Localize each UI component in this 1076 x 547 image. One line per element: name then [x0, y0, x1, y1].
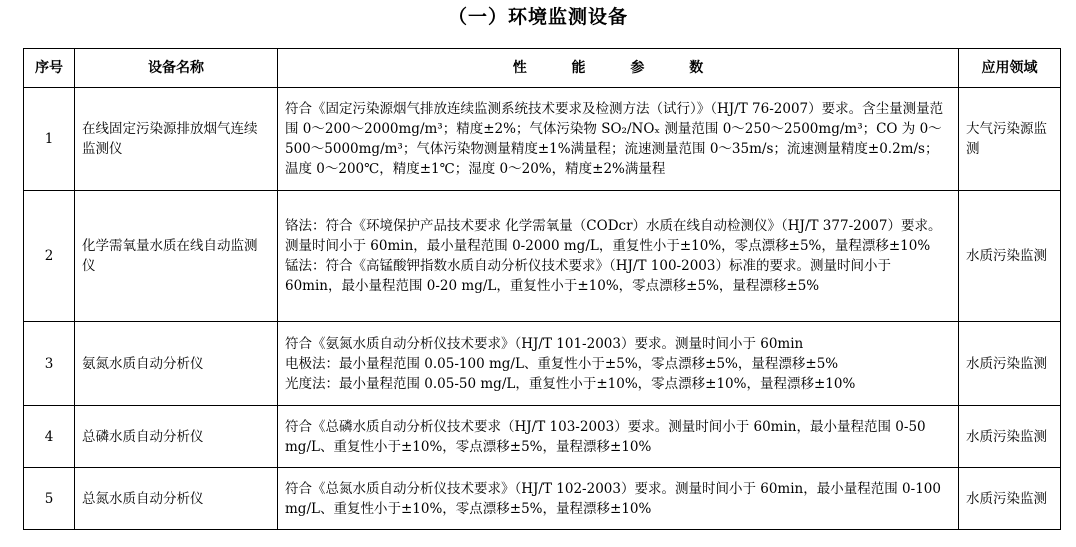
row-device-name: 氨氮水质自动分析仪 — [75, 322, 278, 406]
param-line: 电极法：最小量程范围 0.05-100 mg/L、重复性小于±5%，零点漂移±5%，量程漂移±5% — [285, 355, 839, 372]
row-device-name: 总磷水质自动分析仪 — [75, 406, 278, 468]
row-params — [278, 468, 959, 530]
table-row — [24, 88, 1061, 191]
row-no: 3 — [24, 322, 75, 406]
header-row — [24, 49, 1061, 88]
row-no: 4 — [24, 406, 75, 468]
table-row — [24, 322, 1061, 406]
param-line: 符合《氨氮水质自动分析仪技术要求》（HJ/T 101-2003）要求。测量时间小于 60min — [285, 335, 804, 352]
table-row — [24, 406, 1061, 468]
header-params — [278, 49, 959, 88]
row-params — [278, 406, 959, 468]
param-line: 符合《固定污染源烟气排放连续监测系统技术要求及检测方法（试行）》（HJ/T 76-2007）要求。含尘量测量范围 0～200～2000mg/m³；精度±2%；气体污染物 SO₂/NOₓ 测量范围 0～250～2500mg/m³；CO 为 0～500～5000mg/m³；气体污染物测量精度±1%满量程；流速测量范围 0～35m/s；流速测量精度±0.2m/s；温度 0～200℃，精度±1℃；湿度 0～20%，精度±2%满量程 — [285, 101, 944, 177]
param-line: 符合《总氮水质自动分析仪技术要求》（HJ/T 102-2003）要求。测量时间小于 60min，最小量程范围 0-100 mg/L、重复性小于±10%，零点漂移±5%，量程漂移±10% — [285, 480, 941, 517]
row-device-name: 在线固定污染源排放烟气连续监测仪 — [75, 88, 278, 191]
header-name: 设备名称 — [75, 49, 278, 88]
row-params — [278, 191, 959, 322]
row-device-name: 总氮水质自动分析仪 — [75, 468, 278, 530]
row-no: 2 — [24, 191, 75, 322]
row-no: 1 — [24, 88, 75, 191]
table-row — [24, 468, 1061, 530]
table-row — [24, 191, 1061, 322]
row-field: 水质污染监测 — [959, 191, 1061, 322]
row-params — [278, 322, 959, 406]
param-line: 光度法：最小量程范围 0.05-50 mg/L，重复性小于±10%，零点漂移±10%，量程漂移±10% — [285, 375, 856, 392]
header-no: 序号 — [24, 49, 75, 88]
row-field: 水质污染监测 — [959, 468, 1061, 530]
row-field: 水质污染监测 — [959, 406, 1061, 468]
param-line: 符合《总磷水质自动分析仪技术要求（HJ/T 103-2003）要求。测量时间小于 60min，最小量程范围 0-50 mg/L、重复性小于±10%，零点漂移±5%，量程漂移±10% — [285, 418, 926, 455]
row-field: 大气污染源监测 — [959, 88, 1061, 191]
row-device-name: 化学需氧量水质在线自动监测仪 — [75, 191, 278, 322]
equipment-table — [23, 48, 1061, 530]
param-line: 锰法：符合《高锰酸钾指数水质自动分析仪技术要求》（HJ/T 100-2003）标准的要求。测量时间小于 60min，最小量程范围 0-20 mg/L，重复性小于±10%，零点漂移±5%，量程漂移±5% — [285, 258, 891, 294]
row-no: 5 — [24, 468, 75, 530]
param-line: 铬法：符合《环境保护产品技术要求 化学需氧量（CODcr）水质在线自动检测仪》（HJ/T 377-2007）要求。测量时间小于 60min，最小量程范围 0-2000 mg/L，重复性小于±10%，零点漂移±5%，量程漂移±10% — [285, 218, 942, 254]
row-params — [278, 88, 959, 191]
header-params-label: 性 能 参 数 — [512, 60, 724, 76]
row-field: 水质污染监测 — [959, 322, 1061, 406]
page-title: （一）环境监测设备 — [447, 6, 628, 28]
header-field: 应用领域 — [959, 49, 1061, 88]
